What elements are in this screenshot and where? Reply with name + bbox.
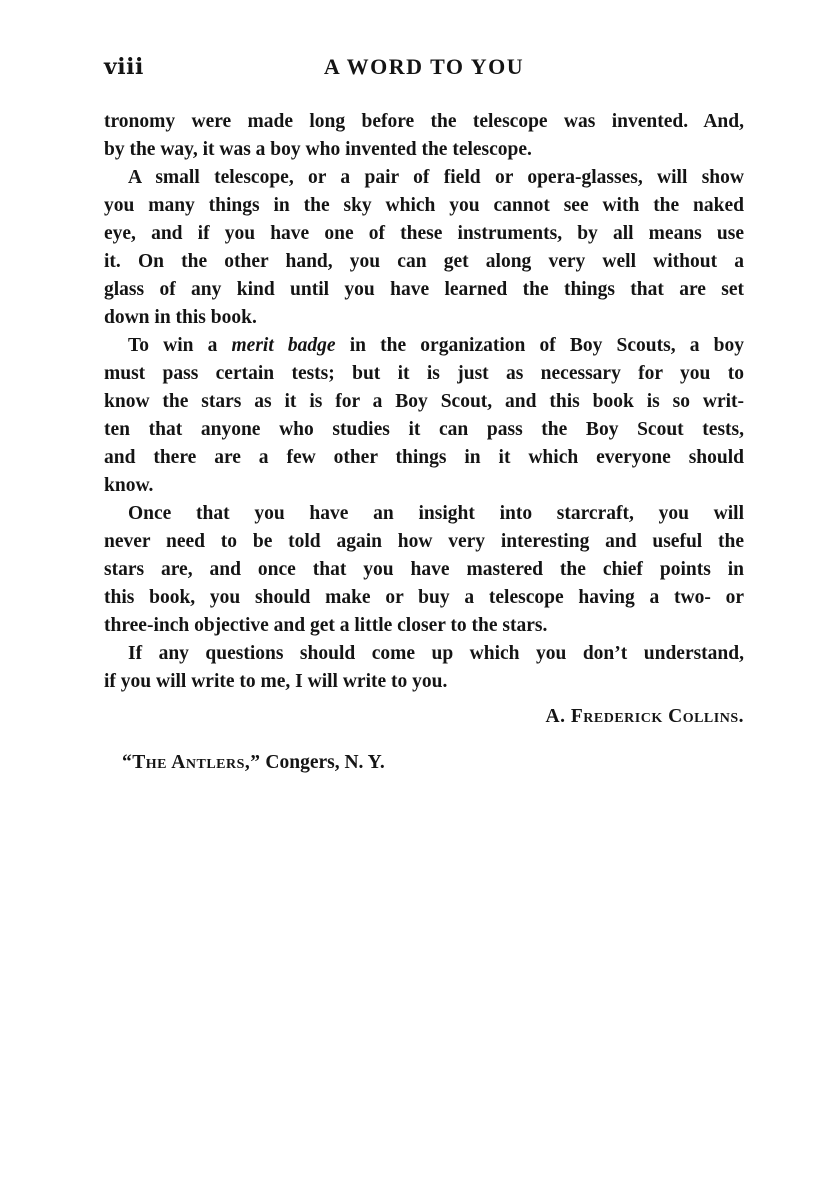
text-line: and there are a few other things in it which everyone should bbox=[104, 447, 744, 468]
text-line: never need to be told again how very interesting and useful the bbox=[104, 531, 744, 552]
text-line: If any questions should come up which you don’t understand, bbox=[128, 643, 744, 664]
text-line: it. On the other hand, you can get along very well without a bbox=[104, 251, 744, 272]
text-line: ten that anyone who studies it can pass the Boy Scout tests, bbox=[104, 419, 744, 440]
running-head bbox=[104, 54, 744, 88]
text-run: To win a bbox=[128, 335, 232, 356]
text-line: stars are, and once that you have mastered the chief points in bbox=[104, 559, 744, 580]
author-signature: A. Frederick Collins. bbox=[545, 706, 744, 727]
running-title: A WORD TO YOU bbox=[323, 54, 525, 79]
body-text bbox=[104, 108, 744, 696]
text-line: if you will write to me, I will write to you. bbox=[104, 671, 448, 692]
address-place-name: “The Antlers,” bbox=[122, 752, 261, 773]
text-line: Once that you have an insight into starcraft, you will bbox=[128, 503, 744, 524]
text-line: by the way, it was a boy who invented the telescope. bbox=[104, 139, 532, 160]
emphasis-merit-badge: merit badge bbox=[231, 335, 336, 356]
text-line: down in this book. bbox=[104, 307, 257, 328]
text-line: know. bbox=[104, 475, 154, 496]
text-line: glass of any kind until you have learned the things that are set bbox=[104, 279, 744, 300]
text-line: eye, and if you have one of these instruments, by all means use bbox=[104, 223, 744, 244]
text-line: three-inch objective and get a little closer to the stars. bbox=[104, 615, 548, 636]
text-run: in the organization of Boy Scouts, a boy bbox=[335, 335, 744, 356]
address-location: Congers, N. Y. bbox=[265, 752, 385, 773]
page-number: viii bbox=[104, 54, 144, 80]
text-line bbox=[104, 332, 744, 360]
author-address bbox=[122, 752, 385, 774]
text-line: know the stars as it is for a Boy Scout, and this book is so writ- bbox=[104, 391, 744, 412]
text-line: tronomy were made long before the telescope was invented. And, bbox=[104, 111, 744, 132]
text-line: must pass certain tests; but it is just as necessary for you to bbox=[104, 363, 744, 384]
text-line: this book, you should make or buy a telescope having a two- or bbox=[104, 587, 744, 608]
text-line: you many things in the sky which you cannot see with the naked bbox=[104, 195, 744, 216]
text-line: A small telescope, or a pair of field or opera-glasses, will show bbox=[128, 167, 744, 188]
